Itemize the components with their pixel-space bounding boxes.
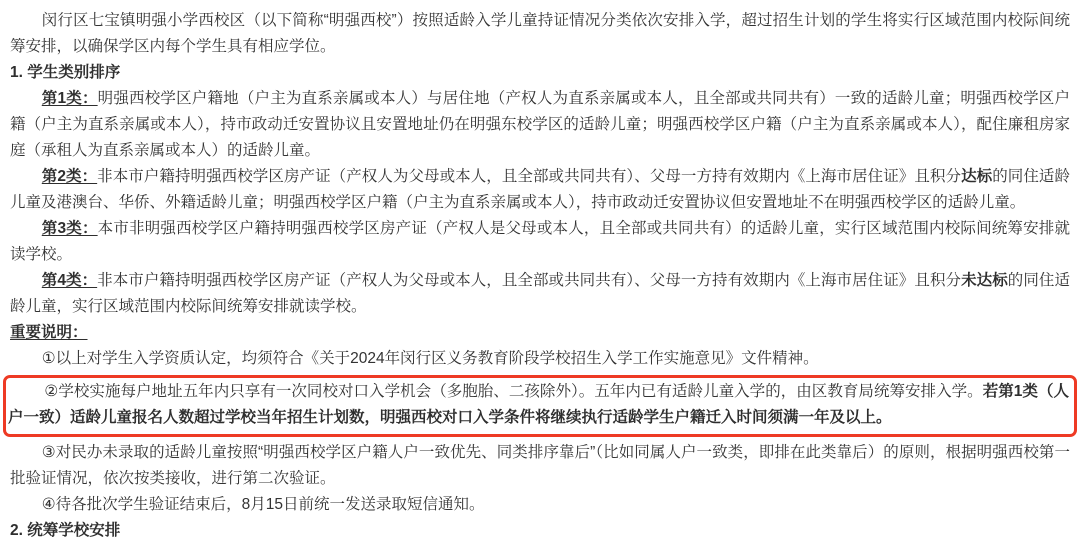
category-4-paragraph (10, 268, 1070, 320)
text-segment: ③对民办未录取的适龄儿童按照“明强西校学区户籍人户一致优先、同类排序靠后”（比如同属人户一致类，即排在此类靠后）的原则，根据明强西校第一批验证情况，依次按类接收，进行第二次验证。 (10, 444, 1070, 487)
text-segment: 2. 统筹学校安排 (10, 522, 121, 539)
text-segment: 第1类： (41, 90, 98, 107)
note-2-paragraph (8, 379, 1069, 431)
text-segment: 非本市户籍持明强西校学区房产证（产权人为父母或本人，且全部或共同共有）、父母一方持有效期内《上海市居住证》且积分 (97, 168, 962, 185)
text-segment: ①以上对学生入学资质认定，均须符合《关于2024年闵行区义务教育阶段学校招生入学工作实施意见》文件精神。 (41, 350, 819, 367)
text-segment: 第2类： (41, 168, 98, 185)
intro-paragraph (10, 8, 1070, 60)
text-segment: 若第1类（人户一致）适龄儿童报名人数超过学校当年招生计划数，明强西校对口入学条件将继续执行适龄学生户籍迁入时间须满一年及以上。 (8, 383, 1069, 426)
text-segment: 1. 学生类别排序 (10, 64, 121, 81)
text-segment: 达标 (961, 168, 993, 185)
text-segment: 未达标 (961, 272, 1008, 289)
text-segment: ④待各批次学生验证结束后，8月15日前统一发送录取短信通知。 (41, 496, 485, 513)
category-1-paragraph (10, 86, 1070, 164)
highlight-box (3, 375, 1077, 437)
text-segment: 本市非明强西校学区户籍持明强西校学区房产证（产权人是父母或本人，且全部或共同共有）的适龄儿童，实行区域范围内校际间统筹安排就读学校。 (10, 220, 1070, 263)
important-notes-heading (10, 320, 1070, 346)
category-2-paragraph (10, 164, 1070, 216)
text-segment: 第4类： (41, 272, 98, 289)
note-4-paragraph (10, 492, 1070, 518)
note-1-paragraph (10, 346, 1070, 372)
text-segment: ②学校实施每户地址五年内只享有一次同校对口入学机会（多胞胎、二孩除外）。五年内已有适龄儿童入学的，由区教育局统筹安排入学。 (44, 383, 983, 400)
text-segment: 闵行区七宝镇明强小学西校区（以下简称“明强西校”）按照适龄入学儿童持证情况分类依次安排入学，超过招生计划的学生将实行区域范围内校际间统筹安排，以确保学区内每个学生具有相应学位。 (10, 12, 1070, 55)
text-segment: 重要说明： (10, 324, 88, 341)
text-segment: 第3类： (41, 220, 98, 237)
text-segment: 明强西校学区户籍地（户主为直系亲属或本人）与居住地（产权人为直系亲属或本人，且全部或共同共有）一致的适龄儿童；明强西校学区户籍（户主为直系亲属或本人），持市政动迁安置协议且安置地址仍在明强东校学区的适龄儿童；明强西校学区户籍（户主为直系亲属或本人），配住廉租房家庭（承租人为直系亲属或本人）的适龄儿童。 (10, 90, 1070, 159)
note-3-paragraph (10, 440, 1070, 492)
text-segment: 的同住适龄儿童及港澳台、华侨、外籍适龄儿童；明强西校学区户籍（户主为直系亲属或本人），持市政动迁安置协议但安置地址不在明强西校学区的适龄儿童。 (10, 168, 1070, 211)
text-segment: 非本市户籍持明强西校学区房产证（产权人为父母或本人，且全部或共同共有）、父母一方持有效期内《上海市居住证》且积分 (97, 272, 962, 289)
category-3-paragraph (10, 216, 1070, 268)
section-1-heading (10, 60, 1070, 86)
section-2-heading-clipped (10, 518, 1070, 544)
text-segment: 的同住适龄儿童，实行区域范围内校际间统筹安排就读学校。 (10, 272, 1070, 315)
